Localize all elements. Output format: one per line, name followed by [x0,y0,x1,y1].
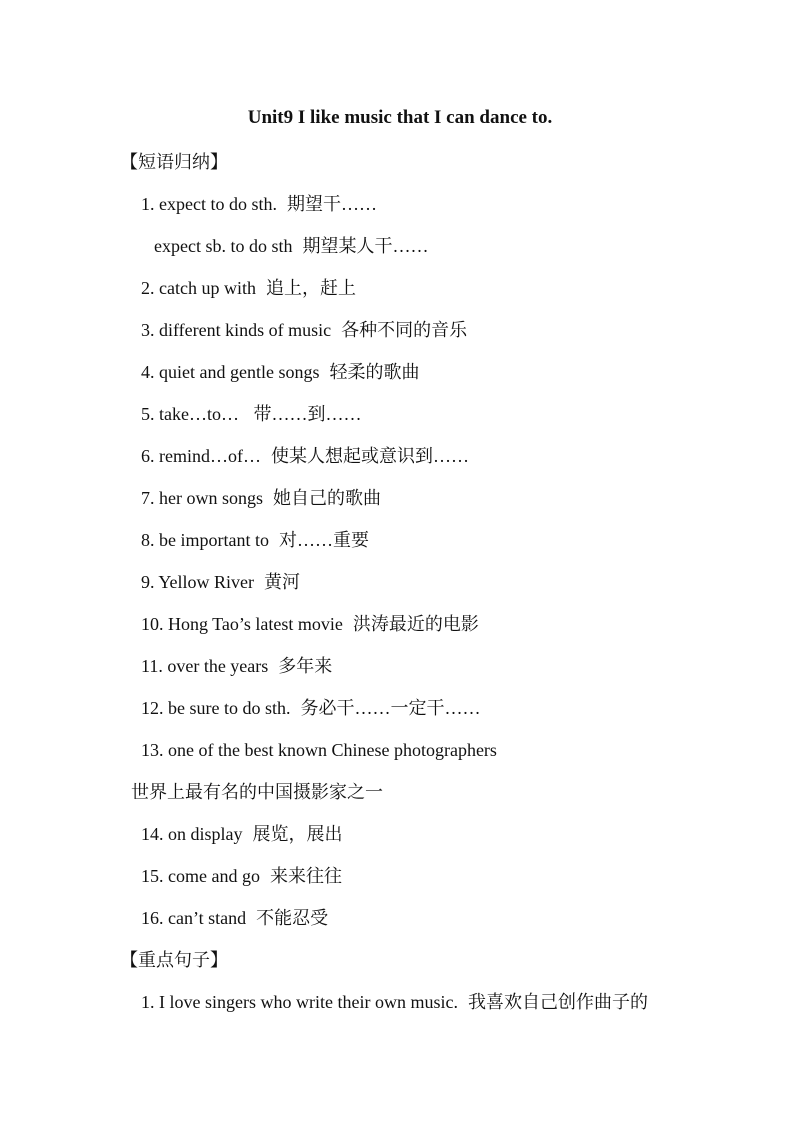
phrase-chinese: 展览，展出 [252,824,343,844]
phrase-chinese: 不能忍受 [256,908,329,928]
phrase-english: 5. take…to… [141,404,239,424]
phrase-line [141,192,377,216]
phrase-chinese: 使某人想起或意识到…… [270,446,469,466]
phrase-line [141,864,342,888]
phrase-line [141,654,332,678]
phrase-english: 13. one of the best known Chinese photographers [141,740,497,760]
phrase-line [141,402,361,426]
phrase-english: 7. her own songs [141,488,263,508]
phrase-line [141,444,469,468]
phrase-chinese: 务必干……一定干…… [300,698,481,718]
phrase-chinese: 轻柔的歌曲 [329,362,420,382]
phrase-english: 4. quiet and gentle songs [141,362,320,382]
phrase-line [154,234,428,258]
phrase-line [141,612,479,636]
phrase-chinese: 黄河 [264,572,301,592]
phrase-line [141,486,381,510]
section-heading-sentences: 【重点句子】 [120,950,228,970]
phrase-line [141,822,343,846]
sentence-line [141,990,648,1014]
phrase-chinese: 追上，赶上 [265,278,356,298]
phrase-line [141,318,467,342]
phrase-english: expect sb. to do sth [154,236,293,256]
phrase-chinese: 她自己的歌曲 [273,488,381,508]
phrase-english: 9. Yellow River [141,572,255,592]
phrase-chinese: 各种不同的音乐 [341,320,468,340]
phrase-line [141,696,480,720]
phrase-chinese: 洪涛最近的电影 [352,614,479,634]
phrase-line [141,570,300,594]
phrase-english: 1. expect to do sth. [141,194,277,214]
phrase-english: 16. can’t stand [141,908,247,928]
phrase-line [141,528,369,552]
phrase-english: 10. Hong Tao’s latest movie [141,614,343,634]
document-title: Unit9 I like music that I can dance to. [247,107,553,128]
phrase-english: 2. catch up with [141,278,256,298]
phrase-chinese: 对……重要 [278,530,369,550]
phrase-line [141,906,328,930]
phrase-english: 6. remind…of… [141,446,261,466]
phrase-english: 14. on display [141,824,243,844]
phrase-line-continuation [131,780,383,804]
phrase-line [141,738,497,762]
phrase-chinese: 多年来 [278,656,333,676]
phrase-line [141,276,356,300]
phrase-chinese: 带……到…… [248,404,362,424]
phrase-english: 3. different kinds of music [141,320,332,340]
phrase-line [141,360,419,384]
section-heading-phrases: 【短语归纳】 [120,152,228,172]
phrase-chinese: 期望干…… [286,194,377,214]
phrase-chinese: 期望某人干…… [302,236,429,256]
phrase-english: 8. be important to [141,530,269,550]
phrase-english: 12. be sure to do sth. [141,698,291,718]
sentence-english: 1. I love singers who write their own music. [141,992,458,1012]
phrase-english: 11. over the years [141,656,269,676]
sentence-chinese: 我喜欢自己创作曲子的 [467,992,648,1012]
phrase-chinese: 来来往往 [269,866,342,886]
phrase-english: 15. come and go [141,866,260,886]
phrase-chinese: 世界上最有名的中国摄影家之一 [131,782,383,802]
